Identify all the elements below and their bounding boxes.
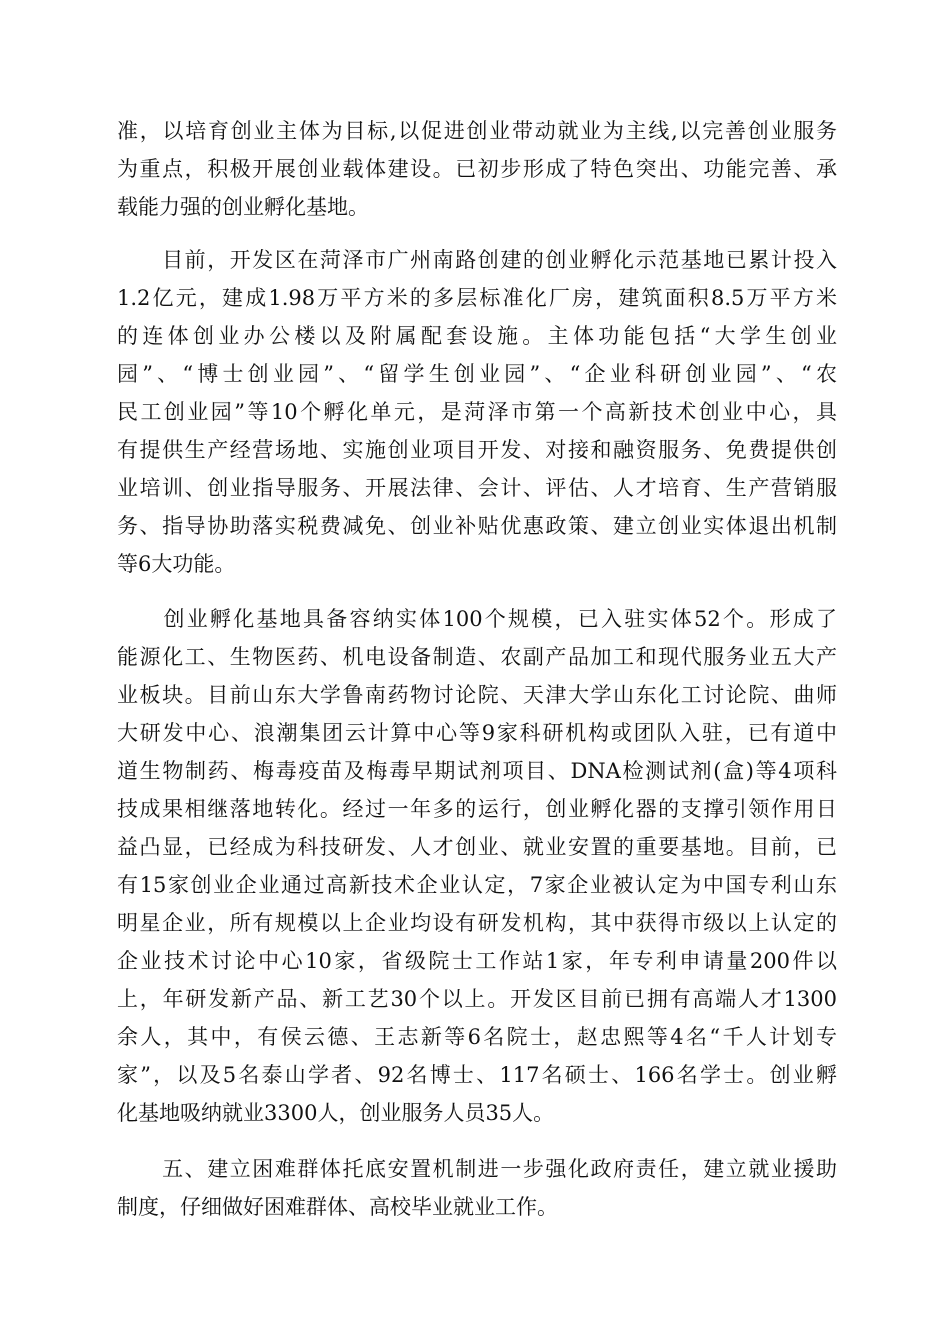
text-line: 民工创业园”等10个孵化单元，是菏泽市第一个高新技术创业中心，具 bbox=[117, 400, 837, 424]
text-line: 的连体创业办公楼以及附属配套设施。主体功能包括“大学生创业 bbox=[117, 324, 837, 348]
text-line: 余人，其中，有侯云德、王志新等6名院士，赵忠熙等4名“千人计划专 bbox=[117, 1025, 837, 1049]
text-line: 创业孵化基地具备容纳实体100个规模，已入驻实体52个。形成了 bbox=[117, 607, 837, 631]
text-line: 目前，开发区在菏泽市广州南路创建的创业孵化示范基地已累计投入 bbox=[117, 248, 837, 272]
text-line: 道生物制药、梅毒疫苗及梅毒早期试剂项目、DNA检测试剂(盒)等4项科 bbox=[117, 759, 837, 783]
text-line: 技成果相继落地转化。经过一年多的运行，创业孵化器的支撑引领作用日 bbox=[117, 797, 837, 821]
text-line: 业培训、创业指导服务、开展法律、会计、评估、人才培育、生产营销服 bbox=[117, 476, 837, 500]
text-line: 等6大功能。 bbox=[117, 552, 236, 576]
text-line: 有15家创业企业通过高新技术企业认定，7家企业被认定为中国专利山东 bbox=[117, 873, 837, 897]
paragraph-1 bbox=[117, 112, 837, 226]
text-line: 化基地吸纳就业3300人，创业服务人员35人。 bbox=[117, 1101, 555, 1125]
text-line: 制度，仔细做好困难群体、高校毕业就业工作。 bbox=[117, 1195, 558, 1219]
text-line: 能源化工、生物医药、机电设备制造、农副产品加工和现代服务业五大产 bbox=[117, 645, 837, 669]
text-line: 准，以培育创业主体为目标,以促进创业带动就业为主线,以完善创业服务 bbox=[117, 119, 837, 143]
text-line: 大研发中心、浪潮集团云计算中心等9家科研机构或团队入驻，已有道中 bbox=[117, 721, 837, 745]
text-line: 五、建立困难群体托底安置机制进一步强化政府责任，建立就业援助 bbox=[117, 1157, 837, 1181]
text-line: 有提供生产经营场地、实施创业项目开发、对接和融资服务、免费提供创 bbox=[117, 438, 837, 462]
paragraph-2 bbox=[117, 241, 837, 583]
text-line: 1.2亿元，建成1.98万平方米的多层标准化厂房，建筑面积8.5万平方米 bbox=[117, 286, 837, 310]
paragraph-3 bbox=[117, 600, 837, 1132]
text-line: 家”，以及5名泰山学者、92名博士、117名硕士、166名学士。创业孵 bbox=[117, 1063, 837, 1087]
text-line: 益凸显，已经成为科技研发、人才创业、就业安置的重要基地。目前，已 bbox=[117, 835, 837, 859]
text-line: 明星企业，所有规模以上企业均设有研发机构，其中获得市级以上认定的 bbox=[117, 911, 837, 935]
text-line: 载能力强的创业孵化基地。 bbox=[117, 195, 369, 219]
text-line: 务、指导协助落实税费减免、创业补贴优惠政策、建立创业实体退出机制 bbox=[117, 514, 837, 538]
text-line: 园”、“博士创业园”、“留学生创业园”、“企业科研创业园”、“农 bbox=[117, 362, 837, 386]
paragraph-4 bbox=[117, 1150, 837, 1226]
text-line: 企业技术讨论中心10家，省级院士工作站1家，年专利申请量200件以 bbox=[117, 949, 837, 973]
text-line: 上，年研发新产品、新工艺30个以上。开发区目前已拥有高端人才1300 bbox=[117, 987, 837, 1011]
text-line: 业板块。目前山东大学鲁南药物讨论院、天津大学山东化工讨论院、曲师 bbox=[117, 683, 837, 707]
text-line: 为重点，积极开展创业载体建设。已初步形成了特色突出、功能完善、承 bbox=[117, 157, 837, 181]
